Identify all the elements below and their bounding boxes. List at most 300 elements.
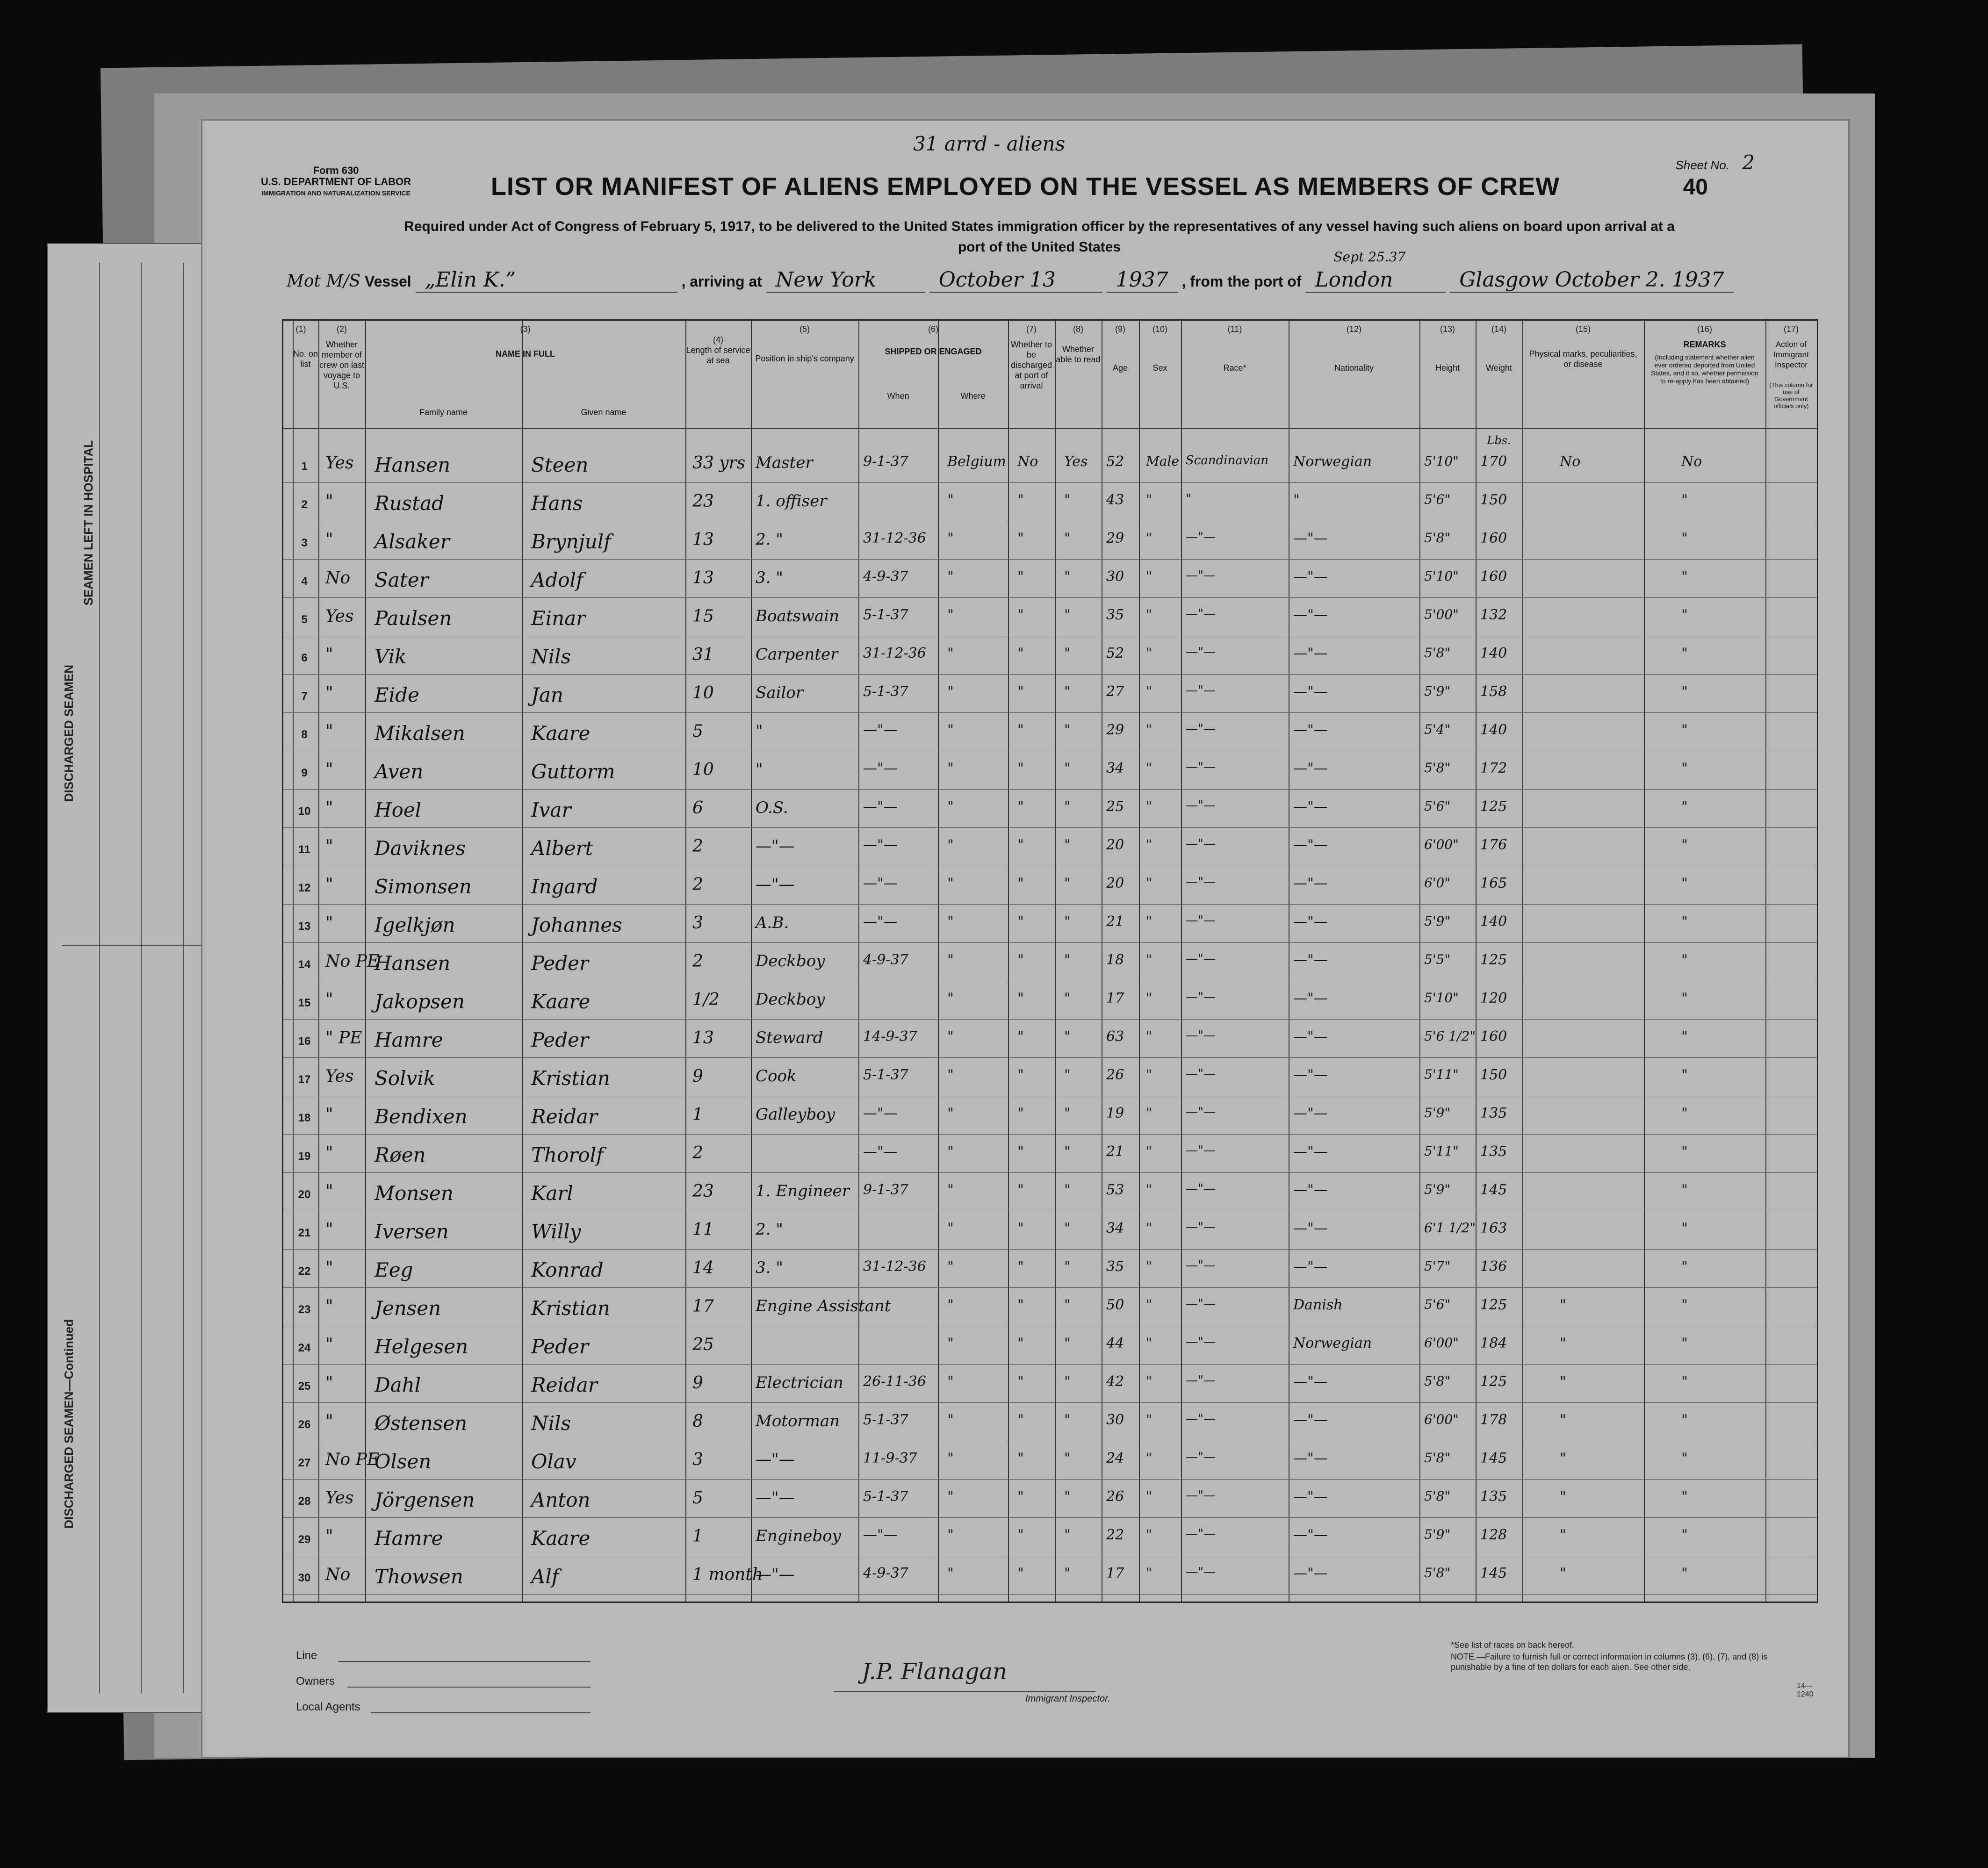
crew-given: Adolf	[531, 568, 583, 591]
crew-row-number: 25	[298, 1380, 311, 1393]
crew-row-number: 23	[298, 1303, 311, 1316]
arrival-port: New York	[766, 268, 925, 293]
crew-nat: Norwegian	[1293, 1335, 1372, 1351]
crew-position: Deckboy	[756, 990, 825, 1009]
crew-height: 5'8"	[1424, 1373, 1451, 1389]
crew-height: 5'6 1/2"	[1424, 1028, 1476, 1044]
crew-row-number: 17	[298, 1073, 311, 1086]
crew-height: 5'8"	[1424, 645, 1451, 661]
form-code: 14—1240	[1797, 1682, 1814, 1698]
crew-position: 2. "	[756, 1220, 783, 1239]
crew-marks: "	[1560, 1373, 1566, 1390]
crew-given: Reidar	[531, 1373, 598, 1396]
inspector-label: Immigrant Inspector.	[1025, 1694, 1110, 1704]
crew-weight: 140	[1480, 645, 1507, 661]
crew-age: 43	[1106, 492, 1124, 508]
header-remarks: REMARKS	[1683, 340, 1726, 349]
crew-nat: —"—	[1293, 683, 1328, 700]
crew-weight: 135	[1480, 1105, 1507, 1121]
crew-age: 17	[1106, 990, 1124, 1006]
crew-family: Simonsen	[375, 875, 472, 898]
crew-when: —"—	[863, 760, 898, 776]
crew-height: 5'9"	[1424, 1105, 1451, 1121]
crew-when: 14-9-37	[863, 1028, 917, 1045]
crew-row-number: 21	[298, 1227, 311, 1239]
header-list-number: No. on list	[293, 349, 318, 369]
crew-remarks: "	[1681, 1182, 1688, 1198]
crew-race: —"—	[1186, 1258, 1216, 1272]
crew-read: "	[1064, 1412, 1071, 1428]
crew-position: Motorman	[756, 1412, 840, 1430]
crew-remarks: "	[1681, 1450, 1688, 1466]
subtitle-line-1: Required under Act of Congress of February 5, 1917, to be delivered to the United States immigration officer by the representatives of any vessel having such aliens on board upon arrival at a	[404, 219, 1675, 234]
crew-row-number: 11	[298, 843, 310, 856]
crew-service: 2	[692, 1143, 703, 1163]
crew-sex: "	[1146, 990, 1152, 1006]
crew-position: Master	[756, 453, 813, 472]
crew-family: Alsaker	[375, 530, 450, 553]
crew-when: 5-1-37	[863, 1067, 908, 1083]
crew-nat: —"—	[1293, 1412, 1328, 1428]
crew-position: Boatswain	[756, 607, 839, 625]
header-able-to-read: Whether able to read	[1056, 345, 1101, 364]
crew-disch: "	[1017, 1182, 1024, 1198]
crew-age: 53	[1106, 1182, 1124, 1198]
crew-age: 22	[1106, 1527, 1124, 1543]
crew-prev: "	[325, 683, 333, 703]
crew-prev: Yes	[325, 1488, 354, 1508]
crew-age: 34	[1106, 760, 1124, 776]
crew-given: Kristian	[531, 1297, 610, 1320]
crew-family: Jakopsen	[375, 990, 465, 1013]
crew-marks: "	[1560, 1297, 1566, 1313]
slip-divider	[99, 263, 100, 1693]
crew-disch: "	[1017, 1412, 1024, 1428]
crew-sex: "	[1146, 645, 1152, 661]
crew-sex: "	[1146, 798, 1152, 814]
crew-service: 13	[692, 530, 714, 549]
crew-where: "	[947, 837, 954, 853]
header-weight: Weight	[1486, 363, 1512, 373]
crew-height: 5'00"	[1424, 607, 1459, 622]
crew-weight: 125	[1480, 952, 1507, 968]
owners-label: Owners	[296, 1675, 335, 1688]
crew-service: 10	[692, 760, 714, 779]
crew-row-number: 3	[301, 537, 308, 549]
crew-row-number: 26	[298, 1418, 311, 1431]
crew-nat: —"—	[1293, 875, 1328, 891]
crew-remarks: "	[1681, 760, 1688, 776]
column-line	[1522, 321, 1523, 1602]
slip-divider	[141, 263, 142, 1693]
crew-prev: "	[325, 1258, 333, 1278]
crew-remarks: "	[1681, 837, 1688, 853]
col-13-number: (13)	[1440, 324, 1455, 334]
crew-nat: —"—	[1293, 645, 1328, 661]
crew-disch: "	[1017, 1297, 1024, 1313]
col-9-number: (9)	[1115, 324, 1125, 334]
crew-sex: "	[1146, 875, 1152, 891]
crew-read: "	[1064, 913, 1071, 930]
crew-remarks: "	[1681, 1067, 1688, 1083]
crew-nat: —"—	[1293, 607, 1328, 623]
crew-where: "	[947, 1067, 954, 1083]
crew-weight: 172	[1480, 760, 1507, 776]
crew-race: —"—	[1186, 1335, 1216, 1349]
crew-family: Hoel	[375, 798, 422, 821]
penalty-note: NOTE.—Failure to furnish full or correct information in columns (3), (6), (7), and (8) is punishable by a fine of ten dollars for each alien. See other side.	[1451, 1652, 1768, 1672]
crew-family: Mikalsen	[375, 722, 465, 745]
col-2-number: (2)	[337, 324, 347, 334]
crew-age: 52	[1106, 645, 1124, 661]
crew-when: 5-1-37	[863, 683, 908, 700]
crew-where: "	[947, 607, 954, 623]
crew-read: "	[1064, 607, 1071, 623]
crew-disch: "	[1017, 645, 1024, 661]
crew-height: 5'8"	[1424, 1450, 1451, 1466]
crew-remarks: "	[1681, 1143, 1688, 1160]
crew-position: —"—	[756, 1488, 795, 1507]
crew-prev: "	[325, 1220, 333, 1239]
crew-prev: "	[325, 722, 333, 741]
header-physical-marks: Physical marks, peculiarities, or disease	[1529, 349, 1637, 369]
crew-remarks: "	[1681, 530, 1688, 546]
crew-sex: "	[1146, 913, 1152, 929]
crew-race: —"—	[1186, 1488, 1216, 1502]
crew-weight: 140	[1480, 722, 1507, 738]
crew-family: Iversen	[375, 1220, 449, 1243]
crew-sex: "	[1146, 1565, 1152, 1581]
crew-read: Yes	[1064, 453, 1088, 470]
crew-service: 15	[692, 607, 714, 626]
crew-prev: "	[325, 1335, 333, 1354]
crew-read: "	[1064, 645, 1071, 661]
crew-weight: 160	[1480, 568, 1507, 585]
crew-prev: Yes	[325, 607, 354, 626]
crew-disch: "	[1017, 798, 1024, 815]
crew-row-number: 4	[301, 575, 308, 588]
vessel-label: Vessel	[365, 273, 411, 290]
crew-given: Kaare	[531, 722, 591, 745]
crew-family: Monsen	[375, 1182, 454, 1205]
crew-given: Albert	[531, 837, 593, 860]
crew-prev: Yes	[325, 1067, 354, 1086]
col-1-number: (1)	[295, 324, 306, 334]
crew-disch: "	[1017, 875, 1024, 891]
crew-family: Daviknes	[375, 837, 466, 860]
column-line	[1055, 321, 1056, 1602]
crew-position: Electrician	[756, 1373, 843, 1392]
crew-height: 5'8"	[1424, 1565, 1451, 1581]
crew-read: "	[1064, 722, 1071, 738]
crew-age: 25	[1106, 798, 1124, 815]
crew-family: Hamre	[375, 1028, 443, 1051]
crew-position: "	[756, 760, 763, 779]
crew-position: Deckboy	[756, 952, 825, 970]
crew-race: —"—	[1186, 1450, 1216, 1464]
crew-row-number: 30	[298, 1572, 311, 1584]
crew-position: 1. Engineer	[756, 1182, 850, 1200]
crew-family: Dahl	[375, 1373, 421, 1396]
crew-position: Sailor	[756, 683, 804, 702]
crew-age: 29	[1106, 722, 1124, 738]
crew-read: "	[1064, 1565, 1071, 1581]
crew-prev: "	[325, 1527, 333, 1546]
crew-height: 5'10"	[1424, 990, 1459, 1006]
crew-age: 30	[1106, 568, 1124, 585]
row-separator	[283, 1594, 1817, 1595]
crew-table	[282, 319, 1818, 1603]
crew-where: "	[947, 990, 954, 1006]
crew-weight: 132	[1480, 607, 1507, 623]
crew-age: 29	[1106, 530, 1124, 546]
crew-nat: —"—	[1293, 1373, 1328, 1390]
crew-race: —"—	[1186, 990, 1216, 1004]
slip-title-discharged: DISCHARGED SEAMEN	[62, 665, 76, 802]
crew-when: —"—	[863, 1143, 898, 1160]
crew-nat: —"—	[1293, 1182, 1328, 1198]
crew-disch: "	[1017, 990, 1024, 1006]
form-subtitle	[287, 216, 1792, 258]
crew-remarks: "	[1681, 952, 1688, 968]
crew-family: Vik	[375, 645, 407, 668]
column-line	[1765, 321, 1766, 1602]
crew-remarks: "	[1681, 798, 1688, 815]
crew-disch: "	[1017, 530, 1024, 546]
crew-read: "	[1064, 798, 1071, 815]
crew-weight: 150	[1480, 492, 1507, 508]
crew-weight: 150	[1480, 1067, 1507, 1083]
crew-where: "	[947, 1028, 954, 1045]
inspector-signature: J.P. Flanagan	[862, 1659, 1007, 1685]
crew-prev: "	[325, 990, 333, 1009]
crew-service: 2	[692, 875, 703, 894]
row-separator	[283, 789, 1817, 790]
crew-read: "	[1064, 1220, 1071, 1236]
crew-position: Engineboy	[756, 1527, 841, 1545]
crew-sex: "	[1146, 1182, 1152, 1197]
crew-service: 31	[692, 645, 714, 664]
crew-prev: "	[325, 798, 333, 818]
col-14-number: (14)	[1491, 324, 1506, 334]
header-where: Where	[960, 391, 986, 401]
crew-service: 10	[692, 683, 714, 703]
crew-disch: "	[1017, 837, 1024, 853]
crew-height: 5'8"	[1424, 760, 1451, 776]
crew-row-number: 5	[301, 613, 308, 626]
crew-service: 9	[692, 1067, 703, 1086]
crew-weight: 176	[1480, 837, 1507, 853]
crew-given: Johannes	[531, 913, 622, 936]
subtitle-line-2: port of the United States	[958, 239, 1121, 255]
header-height: Height	[1435, 363, 1460, 373]
col-10-number: (10)	[1152, 324, 1167, 334]
crew-family: Jörgensen	[375, 1488, 475, 1511]
crew-service: 33 yrs	[692, 453, 746, 473]
sheet-label: Sheet No.	[1675, 158, 1730, 172]
crew-given: Guttorm	[531, 760, 615, 783]
form-title: LIST OR MANIFEST OF ALIENS EMPLOYED ON THE VESSEL AS MEMBERS OF CREW	[490, 172, 1560, 201]
crew-where: "	[947, 1335, 954, 1351]
crew-row-number: 12	[298, 882, 311, 894]
crew-height: 5'10"	[1424, 568, 1459, 584]
crew-age: 26	[1106, 1067, 1124, 1083]
crew-when: —"—	[863, 722, 898, 738]
column-line	[318, 321, 319, 1602]
crew-age: 17	[1106, 1565, 1124, 1581]
crew-race: —"—	[1186, 1028, 1216, 1042]
col-7-number: (7)	[1026, 324, 1037, 334]
crew-weight: 128	[1480, 1527, 1507, 1543]
crew-when: —"—	[863, 837, 898, 853]
column-line	[522, 321, 523, 1602]
crew-height: 6'00"	[1424, 1335, 1459, 1351]
crew-given: Kaare	[531, 990, 591, 1013]
row-separator	[283, 942, 1817, 943]
column-line	[938, 321, 939, 1602]
crew-when: 11-9-37	[863, 1450, 917, 1466]
crew-weight: 158	[1480, 683, 1507, 700]
crew-row-number: 18	[298, 1112, 311, 1124]
crew-remarks: "	[1681, 645, 1688, 661]
crew-age: 26	[1106, 1488, 1124, 1505]
crew-disch: "	[1017, 1258, 1024, 1275]
crew-when: 31-12-36	[863, 1258, 926, 1275]
crew-weight: 163	[1480, 1220, 1507, 1236]
crew-disch: "	[1017, 1105, 1024, 1121]
crew-disch: "	[1017, 607, 1024, 623]
crew-prev: Yes	[325, 453, 354, 473]
crew-given: Alf	[531, 1565, 559, 1588]
crew-race: —"—	[1186, 722, 1216, 736]
crew-disch: "	[1017, 1220, 1024, 1236]
crew-when: —"—	[863, 1527, 898, 1543]
departure-port	[1305, 249, 1446, 293]
crew-height: 5'9"	[1424, 913, 1451, 929]
crew-weight: 135	[1480, 1143, 1507, 1160]
crew-prev: "	[325, 530, 333, 549]
sheet-number	[1675, 151, 1755, 174]
crew-sex: "	[1146, 837, 1152, 852]
row-separator	[283, 482, 1817, 483]
crew-given: Peder	[531, 1335, 589, 1358]
crew-remarks: "	[1681, 1258, 1688, 1275]
crew-nat: Danish	[1293, 1297, 1343, 1313]
crew-sex: "	[1146, 1067, 1152, 1082]
header-inspector-action: Action of Immigrant Inspector	[1773, 340, 1809, 369]
crew-age: 63	[1106, 1028, 1124, 1045]
arrival-year: 1937	[1107, 268, 1178, 293]
crew-weight: 145	[1480, 1565, 1507, 1581]
crew-service: 2	[692, 837, 703, 856]
header-shipped-engaged: SHIPPED OR ENGAGED	[885, 347, 982, 356]
crew-row-number: 14	[298, 958, 311, 971]
header-family-name: Family name	[419, 408, 468, 417]
crew-where: "	[947, 1412, 954, 1428]
crew-where: "	[947, 760, 954, 776]
crew-given: Einar	[531, 607, 586, 630]
crew-race: —"—	[1186, 1105, 1216, 1119]
row-separator	[283, 1287, 1817, 1288]
crew-when: 9-1-37	[863, 1182, 908, 1198]
crew-race: —"—	[1186, 1182, 1216, 1196]
crew-remarks: "	[1681, 1373, 1688, 1390]
crew-remarks: "	[1681, 1297, 1688, 1313]
from-port-label: , from the port of	[1181, 273, 1302, 290]
crew-race: —"—	[1186, 913, 1216, 927]
crew-when: —"—	[863, 1105, 898, 1121]
crew-service: 1	[692, 1105, 703, 1124]
crew-read: "	[1064, 1527, 1071, 1543]
vessel-prefix: Mot M/S	[287, 272, 361, 291]
slip-title-discharged-continued: DISCHARGED SEAMEN—Continued	[62, 1319, 76, 1529]
crew-race: —"—	[1186, 1527, 1216, 1541]
crew-sex: "	[1146, 492, 1152, 507]
crew-given: Nils	[531, 645, 571, 668]
owners-field	[347, 1687, 591, 1688]
row-separator	[283, 559, 1817, 560]
row-separator	[283, 674, 1817, 675]
column-line	[1008, 321, 1009, 1602]
crew-nat: —"—	[1293, 798, 1328, 815]
crew-age: 34	[1106, 1220, 1124, 1236]
crew-age: 42	[1106, 1373, 1124, 1390]
crew-remarks: "	[1681, 607, 1688, 623]
crew-age: 35	[1106, 1258, 1124, 1275]
crew-remarks: "	[1681, 875, 1688, 891]
header-when: When	[887, 391, 909, 401]
crew-given: Ingard	[531, 875, 598, 898]
crew-marks: "	[1560, 1565, 1566, 1581]
crew-prev: "	[325, 1373, 333, 1393]
crew-family: Eeg	[375, 1258, 413, 1281]
crew-race: —"—	[1186, 798, 1216, 812]
crew-race: —"—	[1186, 1373, 1216, 1387]
crew-prev: "	[325, 1105, 333, 1124]
column-line	[685, 321, 686, 1602]
crew-nat: —"—	[1293, 1220, 1328, 1236]
crew-weight: 165	[1480, 875, 1507, 891]
crew-row-number: 28	[298, 1495, 311, 1508]
crew-race: —"—	[1186, 645, 1216, 659]
local-agents-field	[371, 1712, 591, 1713]
crew-prev: "	[325, 492, 333, 511]
crew-position: Galleyboy	[756, 1105, 835, 1124]
crew-sex: "	[1146, 1527, 1152, 1542]
crew-family: Østensen	[375, 1412, 468, 1435]
crew-sex: "	[1146, 722, 1152, 737]
row-separator	[283, 1479, 1817, 1480]
crew-height: 5'8"	[1424, 1488, 1451, 1504]
crew-disch: "	[1017, 913, 1024, 930]
header-race: Race*	[1223, 363, 1246, 373]
crew-race: —"—	[1186, 1220, 1216, 1234]
header-nationality: Nationality	[1334, 363, 1374, 373]
crew-given: Hans	[531, 492, 583, 515]
weight-unit: Lbs.	[1487, 434, 1511, 447]
crew-weight: 125	[1480, 1297, 1507, 1313]
col-15-number: (15)	[1575, 324, 1591, 334]
crew-read: "	[1064, 990, 1071, 1006]
crew-marks: No	[1560, 453, 1581, 470]
crew-remarks: "	[1681, 913, 1688, 930]
header-discharged: Whether to be discharged at port of arrival	[1010, 340, 1052, 390]
crew-where: "	[947, 913, 954, 930]
crew-when: 9-1-37	[863, 453, 908, 470]
crew-read: "	[1064, 1028, 1071, 1045]
crew-where: "	[947, 1297, 954, 1313]
crew-remarks: "	[1681, 1412, 1688, 1428]
